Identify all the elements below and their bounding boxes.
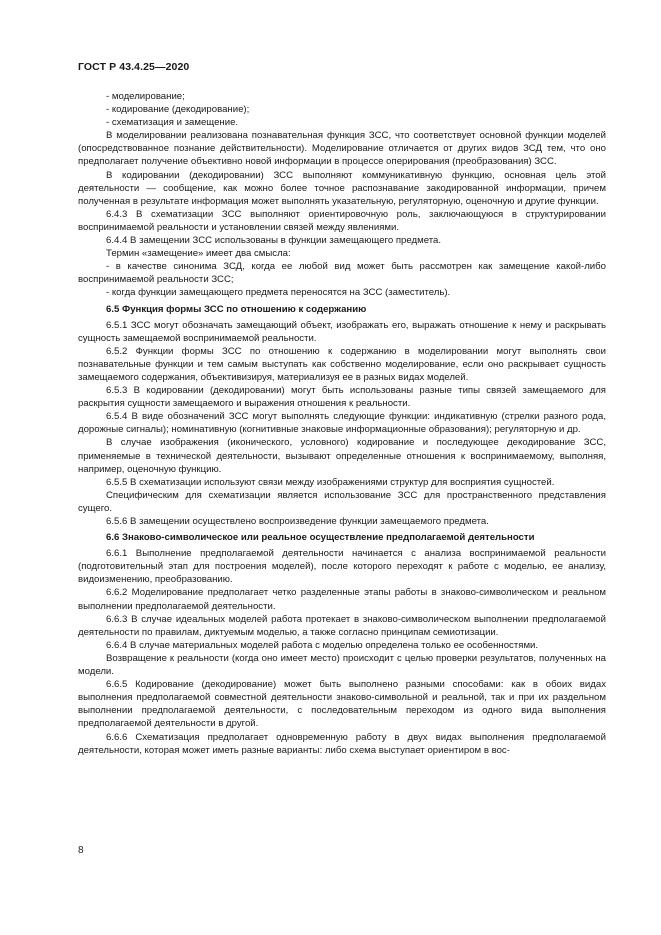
paragraph: Специфическим для схематизации является использование ЗСС для пространственного представления сущего. (78, 489, 606, 514)
paragraph: 6.5.6 В замещении осуществлено воспроизведение функции замещаемого предмета. (106, 516, 489, 527)
paragraph: 6.5.4 В виде обозначений ЗСС могут выполнять следующие функции: индикативную (стрелки разного рода, дорожные сигналы); номинативную (когнитивные знаковые информационные образования); регуляторную и др. (78, 411, 606, 436)
section-heading: 6.6 Знаково-символическое или реальное осуществление предполагаемой деятельности (106, 532, 535, 544)
paragraph: 6.5.2 Функции формы ЗСС по отношению к содержанию в моделировании могут выполнять свои познавательные функции и тем самым выступать как собственно моделирование, если оно раскрывает сущность замещаемого содержания, объективизируя, материализуя ее в разных видах моделей. (78, 345, 606, 383)
paragraph: 6.6.2 Моделирование предполагает четко разделенные этапы работы в знаково-символическом и реальном выполнении предполагаемой деятельности. (78, 587, 606, 612)
list-item: - в качестве синонима ЗСД, когда ее любой вид может быть рассмотрен как замещение какой-либо воспринимаемой реальности ЗСС; (78, 261, 606, 286)
document-header: ГОСТ Р 43.4.25—2020 (78, 61, 190, 73)
paragraph: 6.4.4 В замещении ЗСС использованы в функции замещающего предмета. (106, 235, 441, 247)
paragraph: 6.6.3 В случае идеальных моделей работа протекает в знаково-символическом выполнении предполагаемой деятельности по правилам, диктуемым моделью, а также согласно принципам семиотизации. (78, 613, 606, 638)
paragraph: 6.5.5 В схематизации используют связи между изображениями структур для восприятия сущностей. (106, 476, 555, 488)
paragraph: 6.6.1 Выполнение предполагаемой деятельности начинается с анализа воспринимаемой реальности (подготовительный этап для построения моделей), после которого переходят к работе с моделью, ее анализу, видоизменению, преобразованию. (78, 548, 606, 586)
paragraph: В случае изображения (иконического, условного) кодирование и последующее декодирование ЗСС, применяемые в технической деятельности, вызывают определенные отношения к воспринимаемому, выполняя, например, оценочную функцию. (78, 437, 606, 475)
list-item: - моделирование; (106, 91, 185, 102)
list-item: - когда функции замещающего предмета переносятся на ЗСС (заместитель). (106, 287, 451, 299)
document-body (78, 90, 606, 757)
paragraph: 6.6.4 В случае материальных моделей работа с моделью определена только ее особенностями. (106, 639, 539, 651)
section-heading: 6.5 Функция формы ЗСС по отношению к содержанию (106, 303, 367, 315)
paragraph: 6.4.3 В схематизации ЗСС выполняют ориентировочную роль, заключающуюся в структурировании воспринимаемой реальности и установлении связей между явлениями. (78, 208, 606, 233)
list-item: - схематизация и замещение. (106, 117, 239, 129)
paragraph: В кодировании (декодировании) ЗСС выполняют коммуникативную функцию, основная цель этой деятельности — сообщение, как можно более точное распознавание закодированной информации, причем полученная в результате информация может выполнять указательную, регуляторную, оценочную и другие функции. (78, 169, 606, 207)
paragraph: 6.6.6 Схематизация предполагает одновременную работу в двух видах выполнения предполагаемой деятельности, которая может иметь разные варианты: либо схема выступает ориентиром в вос- (78, 731, 606, 756)
paragraph: 6.5.1 ЗСС могут обозначать замещающий объект, изображать его, выражать отношение к нему и раскрывать сущность замещаемой воспринимаемой реальности. (78, 319, 606, 344)
paragraph: В моделировании реализована познавательная функция ЗСС, что соответствует основной функции моделей (опосредствованное познание действительности). Моделирование отличается от других видов ЗСД тем, что оно предполагает получение объективно новой информации в процессе оперирования (преобразования) ЗСС. (78, 130, 606, 168)
list-item: - кодирование (декодирование); (106, 104, 250, 116)
paragraph: 6.5.3 В кодировании (декодировании) могут быть использованы разные типы связей замещаемого для раскрытия сущности замещаемого и выражения отношения к реальности. (78, 385, 606, 410)
paragraph: 6.6.5 Кодирование (декодирование) может быть выполнено разными способами: как в обоих видах выполнения предполагаемой совместной деятельности знаково-символьной и реальной, так и при их раздельном выполнении предполагаемой деятельности, с последовательным переходом из одного вида выполнения предполагаемой деятельности в другой. (78, 679, 606, 730)
paragraph: Термин «замещение» имеет два смысла: (106, 248, 291, 260)
page-number: 8 (78, 845, 84, 856)
paragraph: Возвращение к реальности (когда оно имеет место) происходит с целью проверки результатов, полученных на модели. (78, 652, 606, 678)
